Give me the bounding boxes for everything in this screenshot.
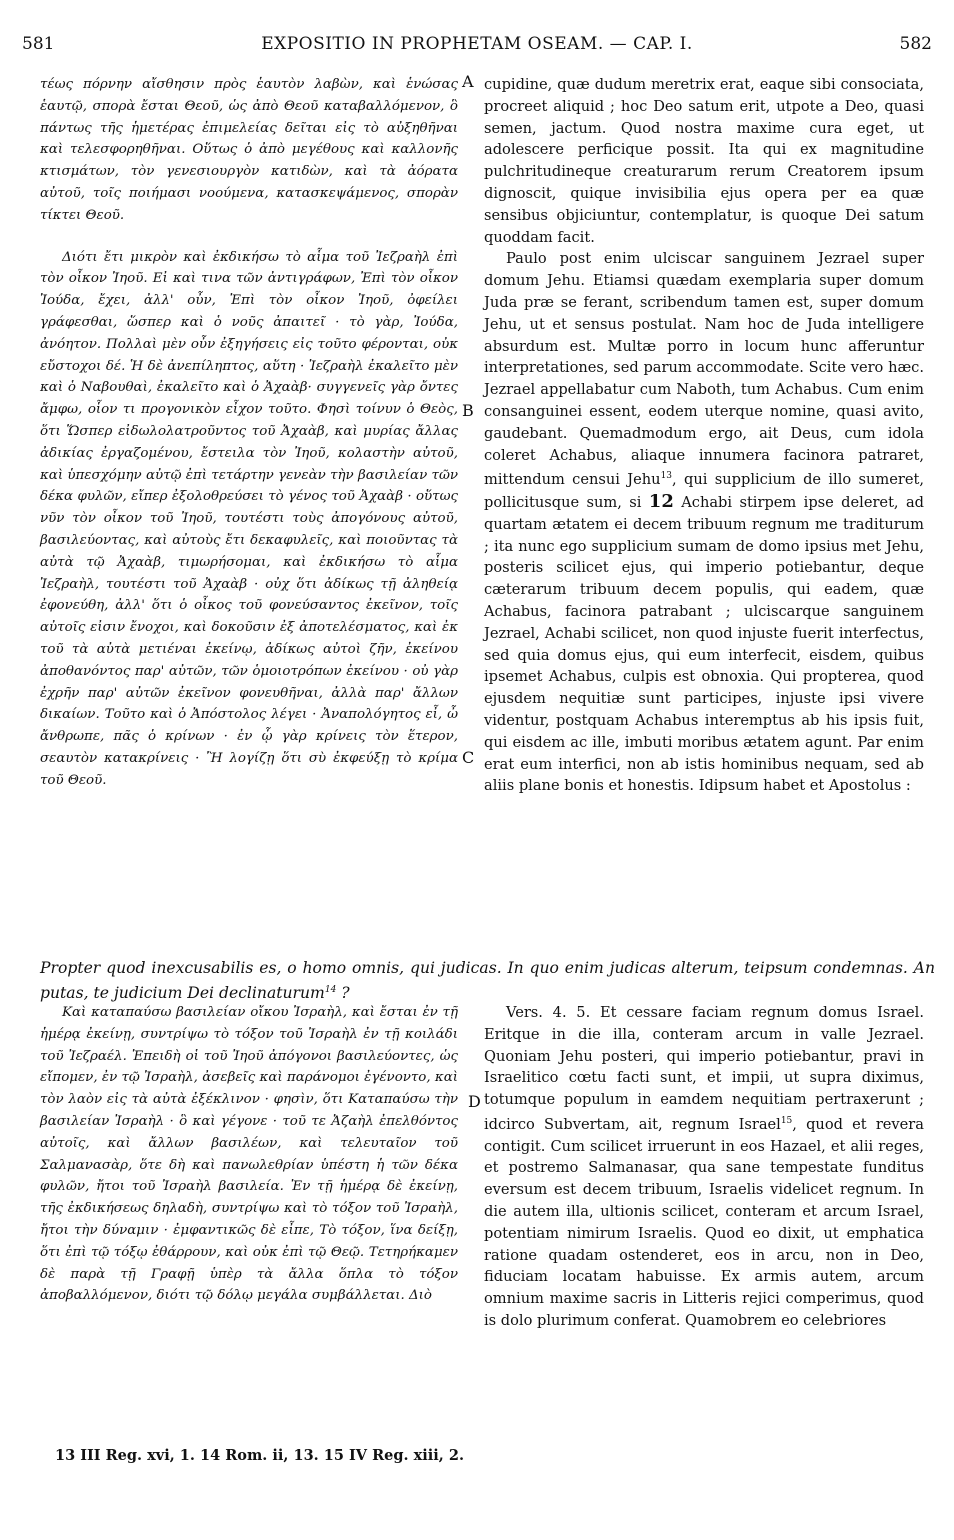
spanning-quotation-text: Propter quod inexcusabilis es, o homo omnis, qui judicas. In quo enim judicas alterum, teipsum condemnas. An putas, te judicium Dei declinaturum (40, 959, 935, 1002)
column-number-12: 12 (648, 491, 674, 512)
left-page-number: 581 (22, 34, 55, 54)
latin-paragraph-1: cupidine, quæ dudum meretrix erat, eaque sibi consociata, procreet aliquid ; hoc Deo satum erit, utpote a Deo, quasi semen, jactum. Quod nostra maxime cura eget, ut adolescere perficique possit. Ita qui ex magnitudine pulchritudineque creaturarum rerum Creatorem ipsum dignoscit, quique invisibilia ejus opera per ea quæ sensibus objiciuntur, contemplatur, is quoque Dei satum quoddam facit. (484, 76, 924, 246)
latin-column-bottom (484, 1002, 924, 1332)
margin-marker-d: D (468, 1092, 481, 1111)
latin-paragraph-2c: Achabi stirpem ipse deleret, ad quartam ætatem ei decem tribuum regnum me traditurum ; ita nunc ego supplicium sumam de domo ipsius met Jehu, posteris scilicet ejus, qui imperio potiebantur, deque cæterarum tribuum decem populis, qui eadem, quæ Achabus, facinora patrabant ; ulciscarque sanguinem Jezrael, Achabi scilicet, non quod injuste fuerit interfectus, sed quia domus ejus, qui eum interfecit, eisdem, quibus ipsemet Achabus, culpis est obnoxia. Qui propterea, quod ejusdem nequitiæ sunt participes, injuste ipsi vivere videntur, postquam Achabus interemptus ab his ipsis fuit, qui eisdem ac ille, imbuti moribus ætatem agunt. Par enim erat eum interfici, non ab istis hominibus nequam, sed ab aliis plane bonis et honestis. Idipsum habet et Apostolus : (484, 494, 925, 795)
running-title: EXPOSITIO IN PROPHETAM OSEAM. — CAP. I. (261, 34, 693, 54)
latin-paragraph-2b: qui supplicium de illo sumeret, pollicitusque sum, si (484, 471, 924, 511)
greek-paragraph-1: τέως πόρνην αἴσθησιν πρὸς ἑαυτὸν λαβὼν, καὶ ἑνώσας ἑαυτῷ, σπορὰ ἔσται Θεοῦ, ὡς ἀπὸ Θεοῦ καταβαλλόμενον, ὃ πάντως τῆς ἡμετέρας ἐπιμελείας δεῖται εἰς τὸ αὐξηθῆναι καὶ τελεσφορηθῆναι. Οὕτως ὁ ἀπὸ μεγέθους καὶ καλλονῆς κτισμάτων, τὸν γενεσιουργὸν κατιδὼν, καὶ τὰ ἀόρατα αὐτοῦ, τοῖς ποιήμασι νοούμενα, κατασκεψάμενος, σπορὰν τίκτει Θεοῦ. (40, 77, 458, 223)
footnote-ref-14: 14 (324, 984, 337, 995)
margin-marker-c: C (462, 748, 475, 767)
spanning-quotation: Propter quod inexcusabilis es, o homo omnis, qui judicas. In quo enim judicas alterum, teipsum condemnas. An putas, te judicium Dei declinaturum$^{14}$ ? (40, 959, 935, 1002)
latin-paragraph-2: Paulo post enim ulciscar sanguinem Jezrael super domum Jehu. Etiamsi quædam exemplaria super domum Juda præ se ferant, scribendum tamen est, super domum Jehu, ut et sensus postulat. Nam hoc de Juda intelligere absurdum est. Multæ porro in locum hunc afferuntur interpretationes, sed parum accommodate. Scite vero hæc. Jezrael appellabatur cum Naboth, tum Achabus. Cum enim consanguinei essent, eodem uterque nomine, quasi avito, gaudebant. Quemadmodum ergo, ait Deus, cum idola coleret Achabus, aliaque innumera facinora patraret, mittendum censui Jehu (484, 250, 924, 489)
right-page-number: 582 (899, 34, 932, 54)
footnote-ref-13: 13 (660, 471, 673, 482)
footnotes: 13 III Reg. xvi, 1. 14 Rom. ii, 13. 15 IV Reg. xiii, 2. (55, 1447, 464, 1464)
greek-column-top (40, 74, 458, 792)
page-header (22, 34, 932, 64)
greek-paragraph-3: Καὶ καταπαύσω βασιλείαν οἴκου Ἰσραὴλ, καὶ ἔσται ἐν τῇ ἡμέρᾳ ἐκείνῃ, συντρίψω τὸ τόξον τοῦ Ἰσραὴλ ἐν τῇ κοιλάδι τοῦ Ἰεζραέλ. Ἐπειδὴ οἱ τοῦ Ἰηοῦ ἀπόγονοι βασιλεύοντες, ὡς εἴπομεν, ἐν τῷ Ἰσραὴλ, ἀσεβεῖς καὶ παράνομοι ἐγένοντο, καὶ τὸν λαὸν εἰς τὰ αὐτὰ ἐξέκλινον · φησὶν, ὅτι Καταπαύσω τὴν βασιλείαν Ἰσραὴλ · ὃ καὶ γέγονε · τοῦ τε Ἀζαὴλ ἐπελθόντος αὐτοῖς, καὶ ἄλλων βασιλέων, καὶ τελευταῖον τοῦ Σαλμανασὰρ, ὅτε δὴ καὶ πανωλεθρίαν ὑπέστη ἡ τῶν δέκα φυλῶν, ἤτοι τοῦ Ἰσραὴλ βασιλεία. Ἐν τῇ ἡμέρᾳ δὲ ἐκείνῃ, τῆς ἐκδικήσεως δηλαδὴ, συντρίψω καὶ τὸ τόξον τοῦ Ἰσραὴλ, ἤτοι τὴν δύναμιν · ἐμφαντικῶς δὲ εἶπε, Τὸ τόξον, ἵνα δείξῃ, ὅτι ἐπὶ τῷ τόξῳ ἐθάρρουν, καὶ οὐκ ἐπὶ τῷ Θεῷ. Τετηρήκαμεν δὲ παρὰ τῇ Γραφῇ ὑπὲρ τὰ ἄλλα ὅπλα τὸ τόξον ἀποβαλλόμενον, διότι τῷ δόλῳ μεγάλα συμβάλλεται. Διὸ (40, 1005, 458, 1304)
greek-paragraph-2: Διότι ἔτι μικρὸν καὶ ἐκδικήσω τὸ αἷμα τοῦ Ἰεζραὴλ ἐπὶ τὸν οἶκον Ἰηοῦ. Εἰ καὶ τινα τῶν ἀντιγράφων, Ἐπὶ τὸν οἶκον Ἰούδα, ἔχει, ἀλλ' οὖν, Ἐπὶ τὸν οἶκον Ἰηοῦ, ὀφείλει γράφεσθαι, ὥσπερ καὶ ὁ νοῦς ἀπαιτεῖ · τὸ γὰρ, Ἰούδα, ἀνόητον. Πολλαὶ μὲν οὖν ἐξηγήσεις εἰς τοῦτο φέρονται, οὐκ εὔστοχοι δέ. Ἡ δὲ ἀνεπίληπτος, αὕτη · Ἰεζραὴλ ἐκαλεῖτο μὲν καὶ ὁ Ναβουθαὶ, ἐκαλεῖτο καὶ ὁ Ἀχαὰβ· συγγενεῖς γὰρ ὄντες ἄμφω, οἷον τι προγονικὸν εἶχον τοῦτο. Φησὶ τοίνυν ὁ Θεὸς, ὅτι Ὥσπερ εἰδωλολατροῦντος τοῦ Ἀχαὰβ, καὶ μυρίας ἄλλας ἀδικίας ἐργαζομένου, ἔστειλα τὸν Ἰηοῦ, κολαστὴν αὐτοῦ, καὶ ὑπεσχόμην αὐτῷ ἐπὶ τετάρτην γενεὰν τὴν βασιλείαν τῶν δέκα φυλῶν, εἴπερ ἐξολοθρεύσει τὸ γένος τοῦ Ἀχαὰβ · οὕτως νῦν τὸν οἶκον τοῦ Ἰηοῦ, τουτέστι τοὺς ἀπογόνους αὐτοῦ, βασιλεύοντας, καὶ αὐτοὺς ἔτι δεκαφυλεῖς, καὶ ποιοῦντας τὰ αὐτὰ τῷ Ἀχαὰβ, τιμωρήσομαι, καὶ ἐκδικήσω τὸ αἷμα Ἰεζραὴλ, τουτέστι τοῦ Ἀχαὰβ · οὐχ ὅτι ἀδίκως τῇ ἀληθείᾳ ἐφονεύθη, ἀλλ' ὅτι ὁ οἶκος τοῦ φονεύσαντος ἐκεῖνον, τοῖς αὐτοῖς εἰσιν ἔνοχοι, καὶ δοκοῦσιν ἐξ ἀποτελέσματος, καὶ ἐκ τοῦ τὰ αὐτὰ μετιέναι ἐκείνῳ, ἀδίκως αὐτοὶ ζῆν, ἐκείνου ἀποθανόντος παρ' αὐτῶν, τῶν ὁμοιοτρόπων ἐκείνου · οὐ γὰρ ἐχρῆν παρ' αὐτῶν ἐκεῖνον φονευθῆναι, ἀλλὰ παρ' ἄλλων δικαίων. Τοῦτο καὶ ὁ Ἀπόστολος λέγει · Ἀναπολόγητος εἶ, ὦ ἄνθρωπε, πᾶς ὁ κρίνων · ἐν ᾧ γὰρ κρίνεις τὸν ἕτερον, σεαυτὸν κατακρίνεις · Ἢ λογίζῃ ὅτι σὺ ἐκφεύξῃ τὸ κρίμα τοῦ Θεοῦ. (40, 249, 458, 788)
margin-marker-a: A (462, 72, 474, 91)
footnote-ref-15: 15 (780, 1115, 793, 1126)
latin-paragraph-3b: , quod et revera contigit. Cum scilicet irruerunt in eos Hazael, et alii reges, et postremo Salmanasar, qua sane tempestate funditus eversum est decem tribuum, Israelis videlicet regnum. In die autem illa, ultionis scilicet, conteram et arcum Israel, potentiam nimirum Israelis. Quod eo dixit, ut emphatica ratione quadam ostenderet, eos in arcu, non in Deo, fiduciam locatam habuisse. Ex armis autem, arcum omnium maxime sacris in Litteris rejici comperimus, quod is dolo plurimum conferat. Quamobrem eo celebriores (484, 1115, 924, 1330)
margin-marker-b: B (462, 401, 474, 420)
latin-column-top: cupidine, quæ dudum meretrix erat, eaque sibi consociata, procreet aliquid ; hoc Deo satum erit, utpote a Deo, quasi semen, jactum. Quod nostra maxime cura eget, ut adolescere perficique possit. Ita qui ex magnitudine pulchritudineque creaturarum rerum Creatorem ipsum dignoscit, quique invisibilia ejus opera per ea quæ sensibus objiciuntur, contemplatur, is quoque Dei satum quoddam facit. Paulo post enim ulciscar sanguinem Jezrael super domum Jehu. Etiamsi quædam exemplaria super domum Juda præ se ferant, scribendum tamen est, super domum Jehu, ut et sensus postulat. Nam hoc de Juda intelligere absurdum est. Multæ porro in locum hunc afferuntur interpretationes, sed parum accommodate. Scite vero hæc. Jezrael appellabatur cum Naboth, tum Achabus. Cum enim consanguinei essent, eodem uterque nomine, quasi avito, gaudebant. Quemadmodum ergo, ait Deus, cum idola coleret Achabus, aliaque innumera facinora patraret, mittendum censui Jehu$^{13}$, qui supplicium de illo sumeret, pollicitusque sum, si 12 Achabi stirpem ipse deleret, ad quartam ætatem ei decem tribuum regnum me traditurum ; ita nunc ego supplicium sumam de domo ipsius met Jehu, posteris scilicet ejus, qui imperio potiebantur, deque cæterarum tribuum decem populis, qui eadem, quæ Achabus, facinora patrabant ; ulciscarque sanguinem Jezrael, Achabi scilicet, non quod injuste fuerit interfectus, sed quia domus ejus, qui eum interfecit, eisdem, quibus ipsemet Achabus, culpis est obnoxia. Qui propterea, quod ejusdem nequitiæ sunt participes, injuste ipsi vivere videntur, postquam Achabus interemptus ab his ipsis fuit, qui eisdem ac ille, imbuti moribus ætatem agunt. Par enim erat eum interfici, non ab istis hominibus nequam, sed ab aliis plane bonis et honestis. Idipsum habet et Apostolus : (484, 76, 925, 795)
latin-paragraph-3: Vers. 4. 5. Et cessare faciam regnum domus Israel. Eritque in die illa, conteram arcum in valle Jezrael. Quoniam Jehu posteri, qui imperio potiebantur, pravi in Israelitico cœtu facti sunt, et impii, ut supra diximus, totumque populum in eamdem nequitiam pertraxerunt ; idcirco Subvertam, ait, regnum Israel (484, 1004, 924, 1133)
greek-column-bottom (40, 1002, 458, 1307)
